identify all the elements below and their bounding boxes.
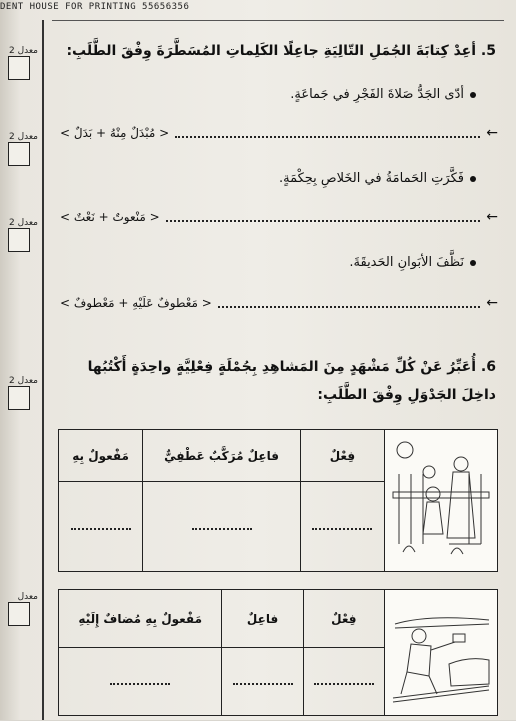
grade-mark-label: معدل 2 [8,218,38,228]
question-5-title: 5. أعِدْ كِتابَةَ الجُمَلِ التّالِيَةِ جاعِلًا الكَلِماتِ المُسَطَّرَةَ وِفْقَ الطَّلَبِ: [66,43,496,59]
header-subject: فاعِلٌ [222,590,303,648]
answer-dots[interactable] [192,524,252,530]
answer-cell-subject[interactable] [143,482,301,572]
answer-dots[interactable] [71,524,131,530]
questions-area [52,20,504,721]
left-arrow-icon: ← [486,295,498,311]
answer-dots[interactable] [175,128,480,138]
grade-mark-label: معدل [17,592,38,602]
answer-cell-verb[interactable] [300,482,384,572]
left-arrow-icon: ← [486,125,498,141]
grade-mark-2 [2,132,38,166]
answer-dots[interactable] [312,524,372,530]
answer-cell-verb[interactable] [303,648,384,716]
grade-box[interactable] [8,602,30,626]
print-header: DENT HOUSE FOR PRINTING 55656356 [0,2,190,12]
answer-dots[interactable] [218,298,480,308]
sentence-text: فَكَّرَتِ الحَمامَةُ في الخَلاصِ بِحِكْمَةٍ. [278,171,464,186]
grade-box[interactable] [8,228,30,252]
answer-hint: < مَنْعوتٌ + نَعْتٌ > [60,210,160,224]
header-object-possessive: مَفْعولٌ بِهِ مُضافٌ إِلَيْهِ [59,590,222,648]
grade-mark-label: معدل 2 [8,376,38,386]
sentence-text: أدّى الجَدُّ صَلاةَ الفَجْرِ في جَماعَةٍ. [290,87,464,102]
grade-box[interactable] [8,386,30,410]
answer-dots[interactable] [166,212,481,222]
q6-table-1 [58,429,498,572]
q5-sentence-1 [290,87,476,102]
bullet-icon [470,176,476,182]
q5-sentence-3 [349,255,476,270]
grade-mark-label: معدل 2 [8,132,38,142]
worker-building-wall-illustration [389,594,493,708]
answer-hint: < مُبْدَلٌ مِنْهُ + بَدَلٌ > [60,126,170,140]
bullet-icon [470,260,476,266]
grade-box[interactable] [8,142,30,166]
header-object: مَفْعولٌ بِهِ [59,430,143,482]
question-6-title: 6. أُعَبِّرُ عَنْ كُلِّ مَشْهَدٍ مِنَ المَشاهِدِ بِجُمْلَةٍ فِعْلِيَّةٍ واحِدَةٍ أَكْتُبُها داخِلَ الجَدْوَلِ وِفْقَ الطَّلَبِ: [87,359,496,403]
grade-mark-label: معدل 2 [8,46,38,56]
grade-mark-4 [2,376,38,410]
q6-table-2 [58,589,498,716]
answer-dots[interactable] [110,679,170,685]
scene-picture-1 [385,430,498,572]
grade-mark-3 [2,218,38,252]
grading-margin [0,20,44,720]
left-arrow-icon: ← [486,209,498,225]
answer-cell-object[interactable] [59,648,222,716]
q5-answer-line-1[interactable] [60,125,498,141]
grade-box[interactable] [8,56,30,80]
q5-sentence-2 [279,171,476,186]
answer-cell-subject[interactable] [222,648,303,716]
answer-cell-object[interactable] [59,482,143,572]
grade-mark-1 [2,46,38,80]
grade-mark-5 [2,592,38,626]
bullet-icon [470,92,476,98]
q5-answer-line-3[interactable] [60,295,498,311]
header-compound-subject: فاعِلٌ مُرَكَّبٌ عَطْفِيٌّ [143,430,301,482]
family-garden-illustration [389,434,493,564]
answer-hint: < مَعْطوفٌ عَلَيْهِ + مَعْطوفٌ > [60,296,212,310]
scene-picture-2 [385,590,498,716]
q5-answer-line-2[interactable] [60,209,498,225]
answer-dots[interactable] [314,679,374,685]
sentence-text: نَظَّفَ الأبَوانِ الحَديقَةَ. [349,255,464,270]
answer-dots[interactable] [233,679,293,685]
header-verb: فِعْلٌ [300,430,384,482]
header-verb: فِعْلٌ [303,590,384,648]
